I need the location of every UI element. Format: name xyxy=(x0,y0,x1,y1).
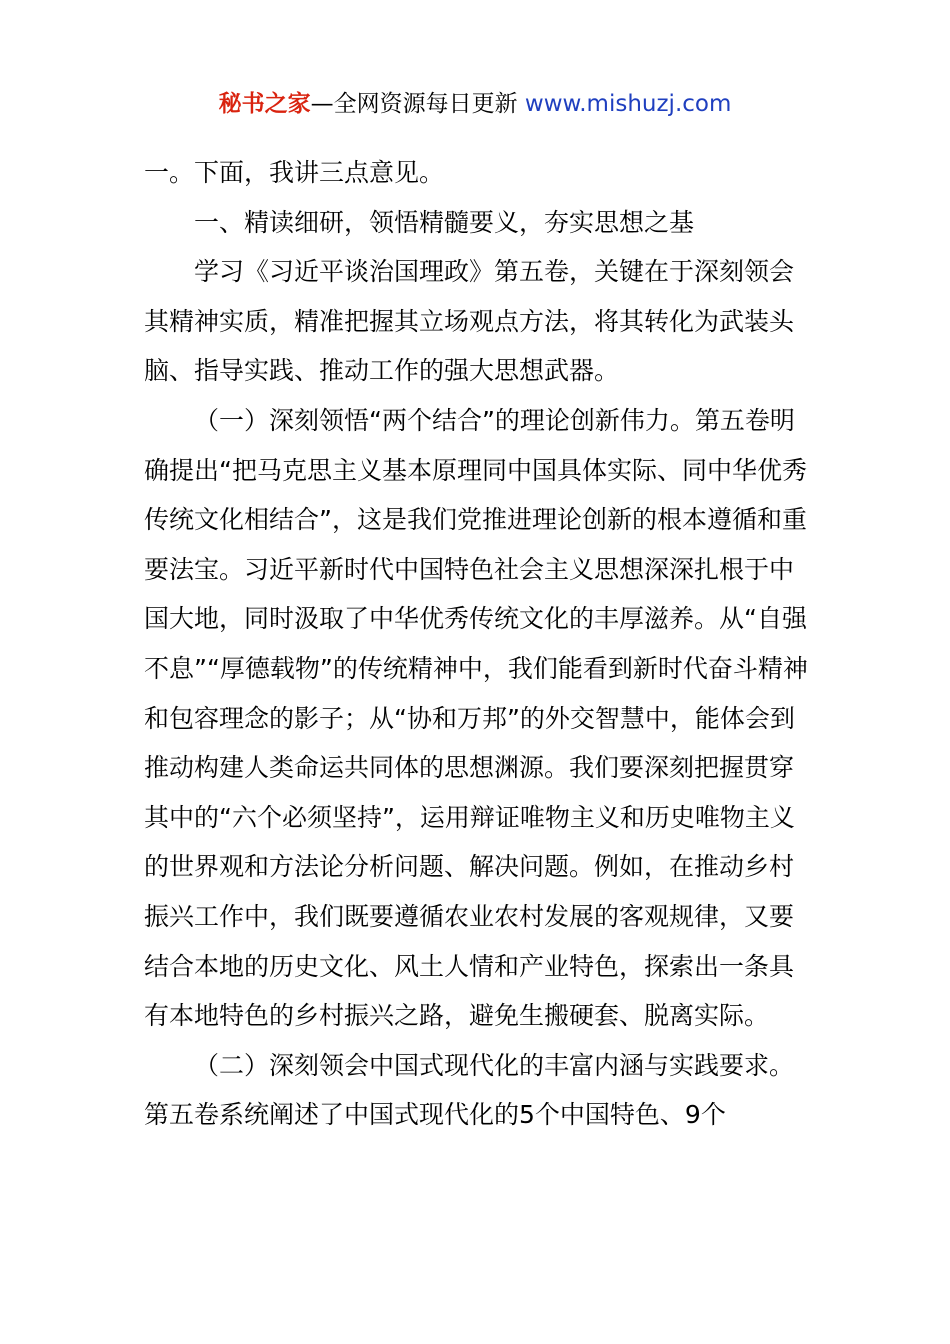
body-paragraph-3: （二）深刻领会中国式现代化的丰富内涵与实践要求。第五卷系统阐述了中国式现代化的5个中国特色、9个 xyxy=(144,1050,795,1130)
section-title: 一、精读细研，领悟精髓要义，夯实思想之基 xyxy=(194,207,695,237)
body-paragraph-2: （一）深刻领悟“两个结合”的理论创新伟力。第五卷明确提出“把马克思主义基本原理同中国具体实际、同中华优秀传统文化相结合”，这是我们党推进理论创新的根本遵循和重要法宝。习近平新时代中国特色社会主义思想深深扎根于中国大地，同时汲取了中华优秀传统文化的丰厚滋养。从“自强不息”“厚德载物”的传统精神中，我们能看到新时代奋斗精神和包容理念的影子；从“协和万邦”的外交智慧中，能体会到推动构建人类命运共同体的思想渊源。我们要深刻把握贯穿其中的“六个必须坚持”，运用辩证唯物主义和历史唯物主义的世界观和方法论分析问题、解决问题。例如，在推动乡村振兴工作中，我们既要遵循农业农村发展的客观规律，又要结合本地的历史文化、风土人情和产业特色，探索出一条具有本地特色的乡村振兴之路，避免生搬硬套、脱离实际。 xyxy=(144,405,808,1031)
header-tagline: —全网资源每日更新 xyxy=(310,91,518,117)
intro-line: 一。下面，我讲三点意见。 xyxy=(144,158,445,187)
page-header xyxy=(0,86,950,122)
document-body xyxy=(144,148,808,1140)
brand-name: 秘书之家 xyxy=(218,91,311,117)
website-link[interactable]: www.mishuzj.com xyxy=(524,91,732,117)
body-paragraph-1: 学习《习近平谈治国理政》第五卷，关键在于深刻领会其精神实质，精准把握其立场观点方法，将其转化为武装头脑、指导实践、推动工作的强大思想武器。 xyxy=(144,257,795,386)
